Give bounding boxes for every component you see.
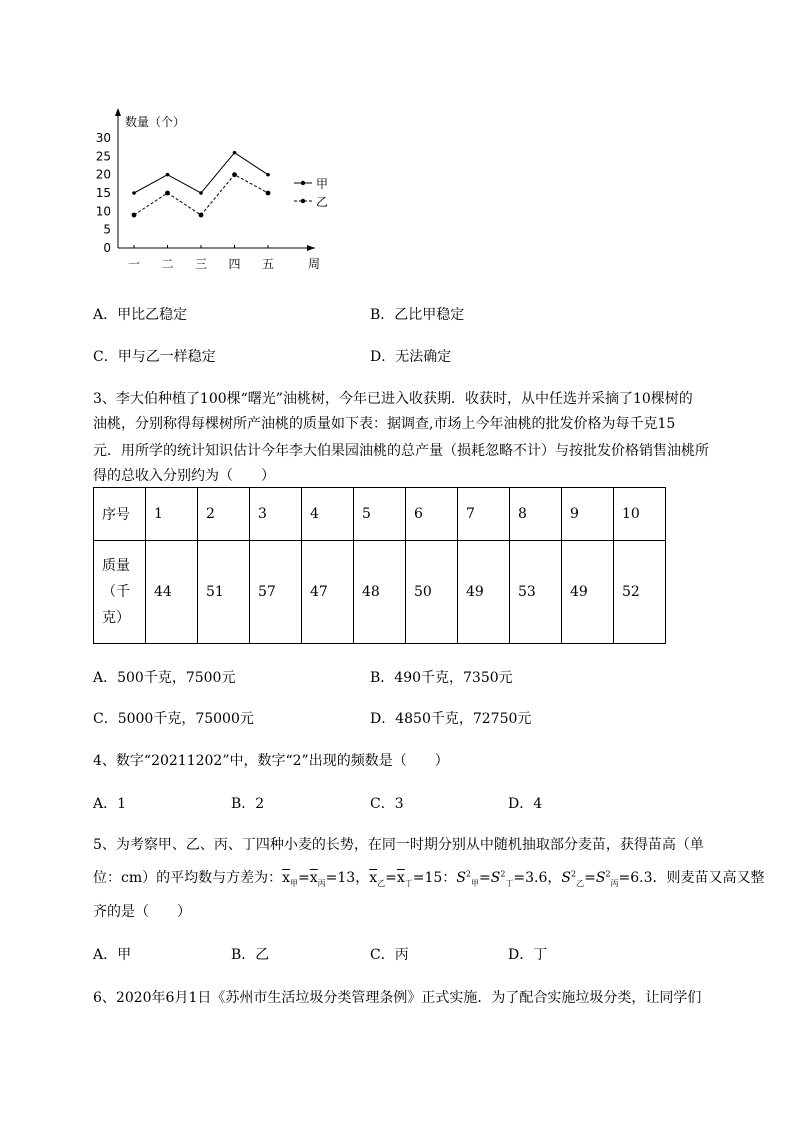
table-cell: 44 — [146, 541, 198, 644]
q5-text-line-2 — [93, 867, 765, 889]
table-row — [94, 541, 666, 644]
data-point — [232, 172, 237, 177]
table-row — [94, 488, 666, 541]
legend-label: 乙 — [316, 195, 329, 209]
sub-bing: 丙 — [610, 878, 619, 888]
sub-yi: 乙 — [377, 878, 386, 888]
eq-36: =3.6， — [513, 870, 562, 886]
q2-option-c: C．甲与乙一样稳定 — [93, 349, 216, 365]
x-axis-label: 周 — [307, 257, 321, 271]
y-tick-label: 5 — [103, 222, 111, 237]
q3-text-line-1: 3、李大伯种植了100棵“曙光”油桃树，今年已进入收获期．收获时，从中任选并采摘了10棵树的 — [93, 391, 693, 407]
y-tick-label: 20 — [95, 167, 111, 182]
table-cell: 3 — [250, 488, 302, 541]
sub-bing: 丙 — [317, 878, 326, 888]
var-s: S — [456, 870, 466, 886]
eq: = — [479, 870, 491, 886]
y-axis-label: 数量（个） — [125, 115, 186, 129]
table-cell: 50 — [406, 541, 458, 644]
sup-2: 2 — [500, 869, 506, 879]
x-tick-label: 五 — [261, 257, 275, 271]
data-point — [165, 191, 170, 196]
q5-option-d: D．丁 — [508, 947, 548, 963]
q3-text-line-3: 元．用所学的统计知识估计今年李大伯果园油桃的总产量（损耗忽略不计）与按批发价格销售油桃所 — [93, 443, 709, 459]
eq-15: =15： — [412, 870, 457, 886]
q5-option-b: B．乙 — [231, 947, 270, 963]
series-line-2 — [134, 175, 268, 215]
table-cell: 6 — [406, 488, 458, 541]
data-point — [132, 213, 137, 218]
y-tick-label: 10 — [95, 204, 111, 219]
data-point — [132, 191, 136, 195]
var-s: S — [595, 870, 606, 886]
mean-x: $\overline{x}$ — [309, 870, 318, 886]
var-s: S — [490, 870, 501, 886]
table-cell: 10 — [614, 488, 666, 541]
y-axis-arrow — [115, 108, 121, 116]
q4-text: 4、数字“20211202”中，数字“2”出现的频数是（ ） — [93, 753, 449, 769]
q5-option-a: A．甲 — [93, 947, 132, 963]
line-chart — [90, 100, 330, 280]
q3-option-a: A．500千克，7500元 — [93, 670, 236, 686]
eq: = — [385, 870, 397, 886]
q5-line2-prefix: 位：cm）的平均数与方差为： — [93, 870, 283, 886]
sub-ding: 丁 — [505, 878, 514, 888]
x-tick-label: 三 — [194, 257, 208, 271]
table-cell: 51 — [198, 541, 250, 644]
q4-option-b: B．2 — [231, 796, 265, 812]
sub-yi: 乙 — [576, 878, 585, 888]
data-point — [199, 213, 204, 218]
data-point — [233, 151, 237, 155]
table-header-cell: 序号 — [94, 488, 146, 541]
mean-x: $\overline{x}$ — [369, 870, 378, 886]
mean-x: $\overline{x}$ — [282, 870, 291, 886]
q3-option-b: B．490千克，7350元 — [370, 670, 513, 686]
row-label-line: 质量 — [102, 558, 130, 574]
x-tick-label: 一 — [127, 257, 141, 271]
q3-option-c: C．5000千克，75000元 — [93, 711, 254, 727]
row-label-line: 克） — [102, 610, 130, 626]
table-cell: 52 — [614, 541, 666, 644]
eq-63: =6.3．则麦苗又高又整 — [618, 870, 765, 886]
eq: = — [584, 870, 596, 886]
legend-marker — [301, 181, 305, 185]
sup-2: 2 — [465, 869, 471, 879]
sub-jia: 甲 — [471, 878, 479, 888]
q2-option-b: B．乙比甲稳定 — [370, 307, 465, 323]
table-cell: 4 — [302, 488, 354, 541]
table-cell: 48 — [354, 541, 406, 644]
q3-option-d: D．4850千克，72750元 — [370, 711, 532, 727]
row-label-line: （千 — [102, 584, 130, 600]
table-cell: 9 — [562, 488, 614, 541]
eq: = — [298, 870, 310, 886]
data-point — [166, 173, 170, 177]
q4-option-a: A．1 — [93, 796, 127, 812]
x-tick-label: 二 — [161, 257, 174, 271]
sub-ding: 丁 — [404, 878, 413, 888]
data-point — [266, 191, 271, 196]
q2-option-d: D．无法确定 — [370, 349, 452, 365]
q4-option-c: C．3 — [370, 796, 404, 812]
legend-label: 甲 — [316, 177, 329, 191]
table-cell: 2 — [198, 488, 250, 541]
q5-option-c: C．丙 — [370, 947, 409, 963]
table-cell: 8 — [510, 488, 562, 541]
table-header-cell — [94, 541, 146, 644]
q3-text-line-4: 得的总收入分别约为（ ） — [93, 468, 275, 484]
x-tick-label: 四 — [228, 257, 241, 271]
table-cell: 49 — [562, 541, 614, 644]
table-cell: 57 — [250, 541, 302, 644]
table-cell: 7 — [458, 488, 510, 541]
sup-2: 2 — [605, 869, 611, 879]
y-tick-label: 25 — [95, 149, 111, 164]
data-point — [199, 191, 203, 195]
y-tick-label: 30 — [95, 131, 111, 145]
y-tick-label: 0 — [103, 241, 111, 255]
series-line-1 — [134, 153, 268, 193]
data-point — [266, 173, 270, 177]
table-cell: 1 — [146, 488, 198, 541]
sub-jia: 甲 — [290, 878, 299, 888]
table-cell: 49 — [458, 541, 510, 644]
q6-text: 6、2020年6月1日《苏州市生活垃圾分类管理条例》正式实施．为了配合实施垃圾分类，让同学们 — [93, 990, 702, 1006]
mean-x: $\overline{x}$ — [396, 870, 405, 886]
var-s: S — [561, 870, 572, 886]
eq-13: =13， — [325, 870, 370, 886]
q3-text-line-2: 油桃，分别称得每棵树所产油桃的质量如下表：据调查,市场上今年油桃的批发价格为每千克15 — [93, 416, 676, 432]
q2-option-a: A．甲比乙稳定 — [93, 307, 188, 323]
chart-layer — [96, 108, 328, 271]
orchard-data-table — [93, 487, 666, 644]
q5-text-line-3: 齐的是（ ） — [93, 904, 191, 920]
table-cell: 5 — [354, 488, 406, 541]
legend-marker — [301, 199, 305, 203]
table-cell: 47 — [302, 541, 354, 644]
q5-text-line-1: 5、为考察甲、乙、丙、丁四种小麦的长势，在同一时期分别从中随机抽取部分麦苗，获得苗高（单 — [93, 837, 704, 853]
table-cell: 53 — [510, 541, 562, 644]
q4-option-d: D．4 — [508, 796, 543, 812]
y-tick-label: 15 — [95, 186, 111, 200]
sup-2: 2 — [571, 869, 577, 879]
x-axis-arrow — [307, 245, 315, 251]
